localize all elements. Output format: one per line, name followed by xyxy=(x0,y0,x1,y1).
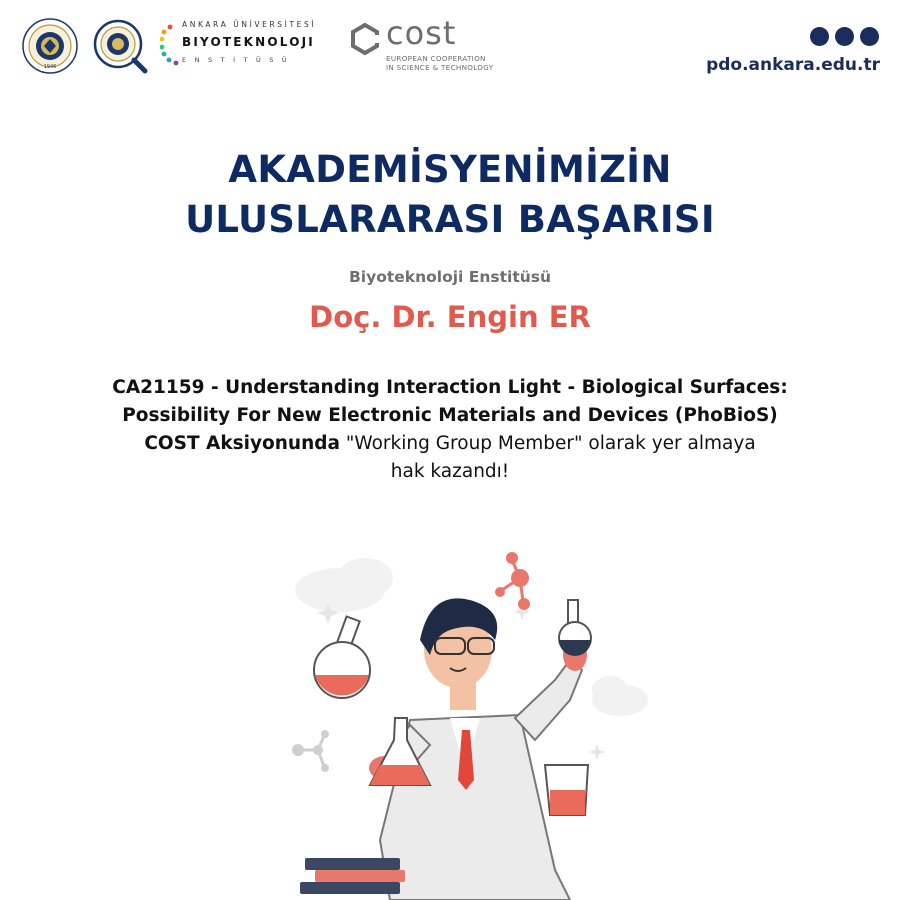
description xyxy=(70,374,830,486)
desc-bold-1: CA21159 - Understanding Interaction Light - Biological Surfaces: xyxy=(112,377,788,398)
three-dots-icon[interactable] xyxy=(810,27,880,47)
title-line-2: ULUSLARARASI BAŞARISI xyxy=(185,198,715,241)
title-line-1: AKADEMİSYENİMİZİN xyxy=(228,148,672,191)
cost-wordmark: cost xyxy=(386,14,457,52)
cost-logo xyxy=(348,14,498,78)
dot-icon xyxy=(835,27,854,46)
header xyxy=(0,0,900,110)
colored-dots-icon xyxy=(160,24,180,66)
person-name: Doç. Dr. Engin ER xyxy=(309,300,591,334)
biyo-main-text: BIYOTEKNOLOJI xyxy=(182,35,315,49)
desc-regular-4: hak kazandı! xyxy=(390,461,510,482)
biyo-bottom-text: ENSTİTÜSÜ xyxy=(182,56,296,64)
cost-subtitle-2: IN SCIENCE & TECHNOLOGY xyxy=(386,63,494,72)
dot-icon xyxy=(810,27,829,46)
ankara-university-seal-icon xyxy=(22,18,78,74)
cost-subtitle-1: EUROPEAN COOPERATION xyxy=(386,54,486,63)
ankara-university-magnifier-seal-icon xyxy=(92,18,148,74)
svg-text:1946: 1946 xyxy=(43,64,57,70)
dot-icon xyxy=(860,27,879,46)
cost-hexagon-icon xyxy=(348,22,382,56)
website-link[interactable]: pdo.ankara.edu.tr xyxy=(706,55,880,75)
scientist-with-flasks-icon xyxy=(270,540,650,900)
biyo-top-text: ANKARA ÜNİVERSİTESİ xyxy=(182,20,317,29)
desc-bold-2: Possibility For New Electronic Materials and Devices (PhoBioS) xyxy=(122,405,778,426)
biyoteknoloji-logo xyxy=(160,18,335,74)
desc-bold-3: COST Aksiyonunda xyxy=(144,433,340,454)
institute-name: Biyoteknoloji Enstitüsü xyxy=(348,268,552,286)
page-title xyxy=(0,145,900,245)
desc-regular-3: "Working Group Member" olarak yer almaya xyxy=(339,433,756,454)
